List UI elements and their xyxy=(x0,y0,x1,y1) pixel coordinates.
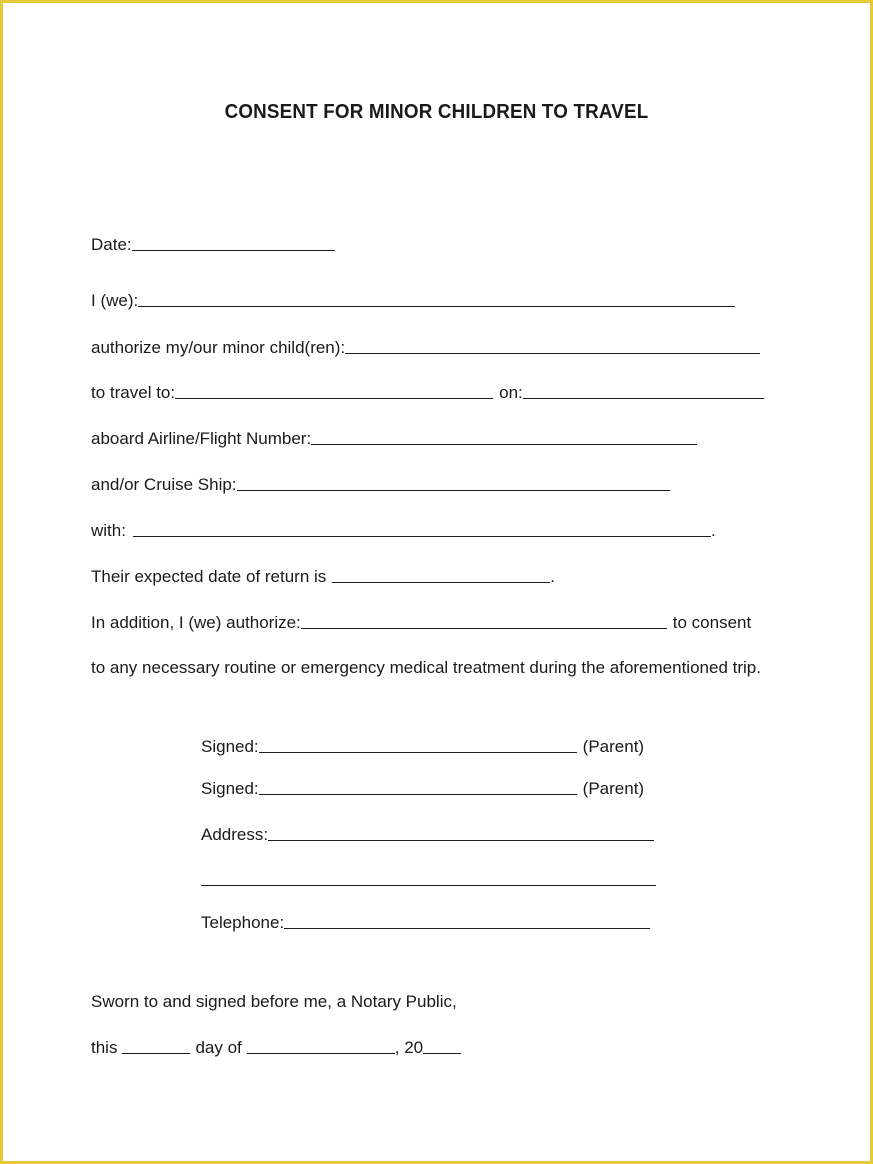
date-label: Date: xyxy=(91,235,132,254)
return-date-field[interactable] xyxy=(332,581,550,583)
travel-date-field[interactable] xyxy=(523,397,764,399)
authorize-label: authorize my/our minor child(ren): xyxy=(91,338,346,357)
signed-row-1 xyxy=(201,733,644,757)
return-label: Their expected date of return is xyxy=(91,567,327,586)
addition-label: In addition, I (we) authorize: xyxy=(91,613,301,632)
addition-row xyxy=(91,609,751,633)
with-period: . xyxy=(710,521,716,540)
notary-month-field[interactable] xyxy=(247,1052,395,1054)
airline-row xyxy=(91,425,697,449)
date-field[interactable] xyxy=(132,249,335,251)
cruise-label: and/or Cruise Ship: xyxy=(91,475,237,494)
sworn-row xyxy=(91,988,457,1012)
address-field[interactable] xyxy=(268,839,654,841)
notary-date-row xyxy=(91,1034,461,1058)
signed-row-2 xyxy=(201,775,644,799)
return-row xyxy=(91,563,555,587)
address-field-2[interactable] xyxy=(201,884,656,886)
telephone-row xyxy=(201,909,650,933)
telephone-field[interactable] xyxy=(284,927,650,929)
address-row-2 xyxy=(201,866,656,890)
iwe-field[interactable] xyxy=(138,305,735,307)
airline-field[interactable] xyxy=(311,443,697,445)
airline-label: aboard Airline/Flight Number: xyxy=(91,429,312,448)
with-label: with: xyxy=(91,521,126,540)
parent-signature-field-2[interactable] xyxy=(259,793,577,795)
travel-to-label: to travel to: xyxy=(91,383,176,402)
telephone-label: Telephone: xyxy=(201,913,285,932)
signed-label-1: Signed: xyxy=(201,737,259,756)
medical-row xyxy=(91,654,761,678)
signed-label-2: Signed: xyxy=(201,779,259,798)
sworn-text: Sworn to and signed before me, a Notary Public, xyxy=(91,992,457,1011)
medical-text: to any necessary routine or emergency medical treatment during the aforementioned trip. xyxy=(91,658,761,677)
on-label: on: xyxy=(499,383,523,402)
notary-day-field[interactable] xyxy=(122,1052,190,1054)
companion-field[interactable] xyxy=(133,535,711,537)
travel-row xyxy=(91,379,764,403)
return-period: . xyxy=(550,567,556,586)
authorize-row xyxy=(91,334,760,358)
with-row xyxy=(91,517,716,541)
day-of-label: day of xyxy=(195,1038,242,1057)
authorized-person-field[interactable] xyxy=(301,627,667,629)
parent-label-1: (Parent) xyxy=(582,737,645,756)
destination-field[interactable] xyxy=(175,397,493,399)
to-consent-label: to consent xyxy=(672,613,752,632)
this-label: this xyxy=(91,1038,118,1057)
address-row xyxy=(201,821,654,845)
year-prefix-label: , 20 xyxy=(394,1038,424,1057)
cruise-row xyxy=(91,471,670,495)
parent-label-2: (Parent) xyxy=(582,779,645,798)
iwe-row xyxy=(91,287,735,311)
iwe-label: I (we): xyxy=(91,291,139,310)
cruise-field[interactable] xyxy=(237,489,670,491)
form-title: CONSENT FOR MINOR CHILDREN TO TRAVEL xyxy=(224,101,649,123)
date-row xyxy=(91,231,335,255)
parent-signature-field-1[interactable] xyxy=(259,751,577,753)
notary-year-field[interactable] xyxy=(423,1052,461,1054)
address-label: Address: xyxy=(201,825,269,844)
children-field[interactable] xyxy=(345,352,760,354)
